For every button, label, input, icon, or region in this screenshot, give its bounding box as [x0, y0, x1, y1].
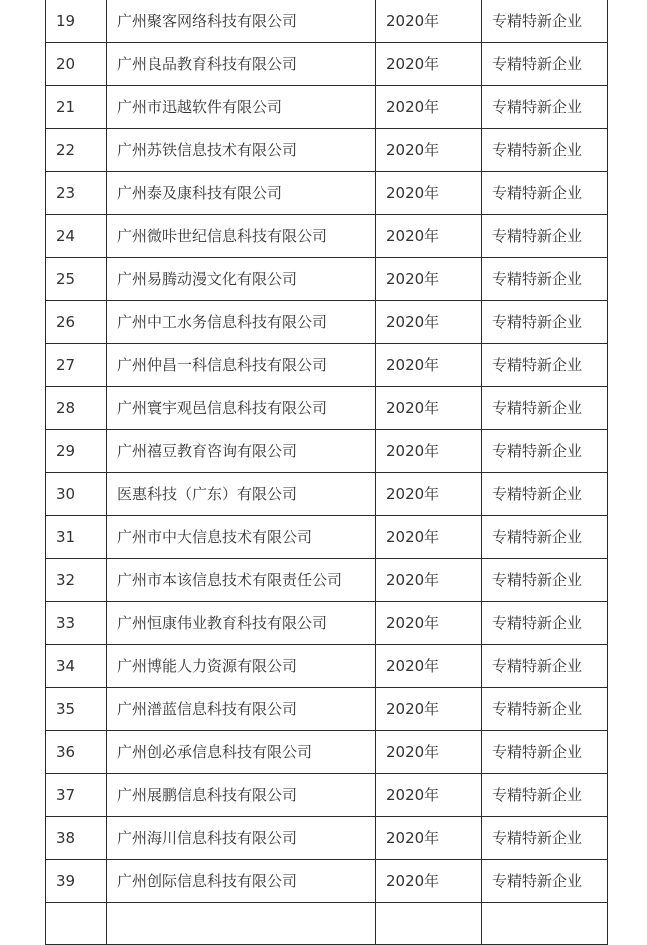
company-name-cell: 广州创必承信息科技有限公司 [107, 731, 376, 774]
company-name-cell: 广州潽蓝信息科技有限公司 [107, 688, 376, 731]
table-row [46, 731, 608, 774]
table-row [46, 473, 608, 516]
row-number-cell: 24 [46, 215, 107, 258]
year-cell: 2020年 [376, 86, 482, 129]
year-cell: 2020年 [376, 774, 482, 817]
enterprise-type-cell: 专精特新企业 [482, 731, 608, 774]
year-cell: 2020年 [376, 129, 482, 172]
company-name-cell: 广州泰及康科技有限公司 [107, 172, 376, 215]
table-row [46, 215, 608, 258]
enterprise-type-cell: 专精特新企业 [482, 645, 608, 688]
year-cell: 2020年 [376, 860, 482, 903]
company-name-cell: 医惠科技（广东）有限公司 [107, 473, 376, 516]
enterprise-type-cell: 专精特新企业 [482, 817, 608, 860]
table-row [46, 0, 608, 43]
table-row [46, 344, 608, 387]
row-number-cell: 29 [46, 430, 107, 473]
year-cell: 2020年 [376, 301, 482, 344]
table-row [46, 774, 608, 817]
row-number-cell: 38 [46, 817, 107, 860]
row-number-cell: 23 [46, 172, 107, 215]
company-name-cell: 广州市本该信息技术有限责任公司 [107, 559, 376, 602]
year-cell: 2020年 [376, 688, 482, 731]
enterprise-type-cell: 专精特新企业 [482, 43, 608, 86]
year-cell: 2020年 [376, 731, 482, 774]
year-cell: 2020年 [376, 43, 482, 86]
company-name-cell: 广州恒康伟业教育科技有限公司 [107, 602, 376, 645]
year-cell: 2020年 [376, 473, 482, 516]
table-row [46, 903, 608, 945]
table-row [46, 516, 608, 559]
enterprise-type-cell: 专精特新企业 [482, 559, 608, 602]
company-name-cell [107, 903, 376, 945]
enterprise-type-cell: 专精特新企业 [482, 516, 608, 559]
company-name-cell: 广州禧豆教育咨询有限公司 [107, 430, 376, 473]
company-name-cell: 广州良品教育科技有限公司 [107, 43, 376, 86]
row-number-cell: 22 [46, 129, 107, 172]
table-row [46, 387, 608, 430]
row-number-cell: 36 [46, 731, 107, 774]
row-number-cell: 25 [46, 258, 107, 301]
year-cell: 2020年 [376, 0, 482, 43]
row-number-cell: 30 [46, 473, 107, 516]
company-name-cell: 广州海川信息科技有限公司 [107, 817, 376, 860]
row-number-cell: 34 [46, 645, 107, 688]
table-row [46, 129, 608, 172]
enterprise-type-cell: 专精特新企业 [482, 0, 608, 43]
enterprise-type-cell [482, 903, 608, 945]
row-number-cell: 26 [46, 301, 107, 344]
enterprise-type-cell: 专精特新企业 [482, 172, 608, 215]
enterprise-type-cell: 专精特新企业 [482, 860, 608, 903]
row-number-cell: 19 [46, 0, 107, 43]
company-name-cell: 广州市中大信息技术有限公司 [107, 516, 376, 559]
row-number-cell: 28 [46, 387, 107, 430]
table-row [46, 602, 608, 645]
company-name-cell: 广州创际信息科技有限公司 [107, 860, 376, 903]
company-name-cell: 广州微咔世纪信息科技有限公司 [107, 215, 376, 258]
table-row [46, 688, 608, 731]
table-row [46, 258, 608, 301]
row-number-cell: 35 [46, 688, 107, 731]
enterprise-type-cell: 专精特新企业 [482, 774, 608, 817]
year-cell: 2020年 [376, 430, 482, 473]
year-cell: 2020年 [376, 387, 482, 430]
enterprise-type-cell: 专精特新企业 [482, 473, 608, 516]
year-cell: 2020年 [376, 817, 482, 860]
company-name-cell: 广州仲昌一科信息科技有限公司 [107, 344, 376, 387]
year-cell: 2020年 [376, 602, 482, 645]
table-row [46, 430, 608, 473]
company-name-cell: 广州博能人力资源有限公司 [107, 645, 376, 688]
table-row [46, 860, 608, 903]
table-row [46, 559, 608, 602]
year-cell [376, 903, 482, 945]
enterprise-type-cell: 专精特新企业 [482, 344, 608, 387]
row-number-cell [46, 903, 107, 945]
row-number-cell: 33 [46, 602, 107, 645]
year-cell: 2020年 [376, 559, 482, 602]
enterprise-type-cell: 专精特新企业 [482, 129, 608, 172]
company-name-cell: 广州聚客网络科技有限公司 [107, 0, 376, 43]
year-cell: 2020年 [376, 258, 482, 301]
table-row [46, 817, 608, 860]
row-number-cell: 31 [46, 516, 107, 559]
table-row [46, 645, 608, 688]
row-number-cell: 27 [46, 344, 107, 387]
enterprise-type-cell: 专精特新企业 [482, 215, 608, 258]
row-number-cell: 39 [46, 860, 107, 903]
table-body [46, 0, 608, 945]
year-cell: 2020年 [376, 516, 482, 559]
enterprise-type-cell: 专精特新企业 [482, 258, 608, 301]
table-row [46, 301, 608, 344]
company-name-cell: 广州寰宇观邑信息科技有限公司 [107, 387, 376, 430]
enterprise-type-cell: 专精特新企业 [482, 602, 608, 645]
year-cell: 2020年 [376, 645, 482, 688]
enterprise-type-cell: 专精特新企业 [482, 387, 608, 430]
enterprise-list-table [45, 0, 608, 945]
row-number-cell: 20 [46, 43, 107, 86]
enterprise-list-table-wrap [45, 0, 607, 945]
table-row [46, 86, 608, 129]
row-number-cell: 32 [46, 559, 107, 602]
company-name-cell: 广州市迅越软件有限公司 [107, 86, 376, 129]
enterprise-type-cell: 专精特新企业 [482, 430, 608, 473]
enterprise-type-cell: 专精特新企业 [482, 688, 608, 731]
row-number-cell: 21 [46, 86, 107, 129]
company-name-cell: 广州展鹏信息科技有限公司 [107, 774, 376, 817]
row-number-cell: 37 [46, 774, 107, 817]
table-row [46, 172, 608, 215]
company-name-cell: 广州苏铁信息技术有限公司 [107, 129, 376, 172]
company-name-cell: 广州中工水务信息科技有限公司 [107, 301, 376, 344]
year-cell: 2020年 [376, 344, 482, 387]
year-cell: 2020年 [376, 172, 482, 215]
company-name-cell: 广州易腾动漫文化有限公司 [107, 258, 376, 301]
enterprise-type-cell: 专精特新企业 [482, 301, 608, 344]
year-cell: 2020年 [376, 215, 482, 258]
enterprise-type-cell: 专精特新企业 [482, 86, 608, 129]
table-row [46, 43, 608, 86]
